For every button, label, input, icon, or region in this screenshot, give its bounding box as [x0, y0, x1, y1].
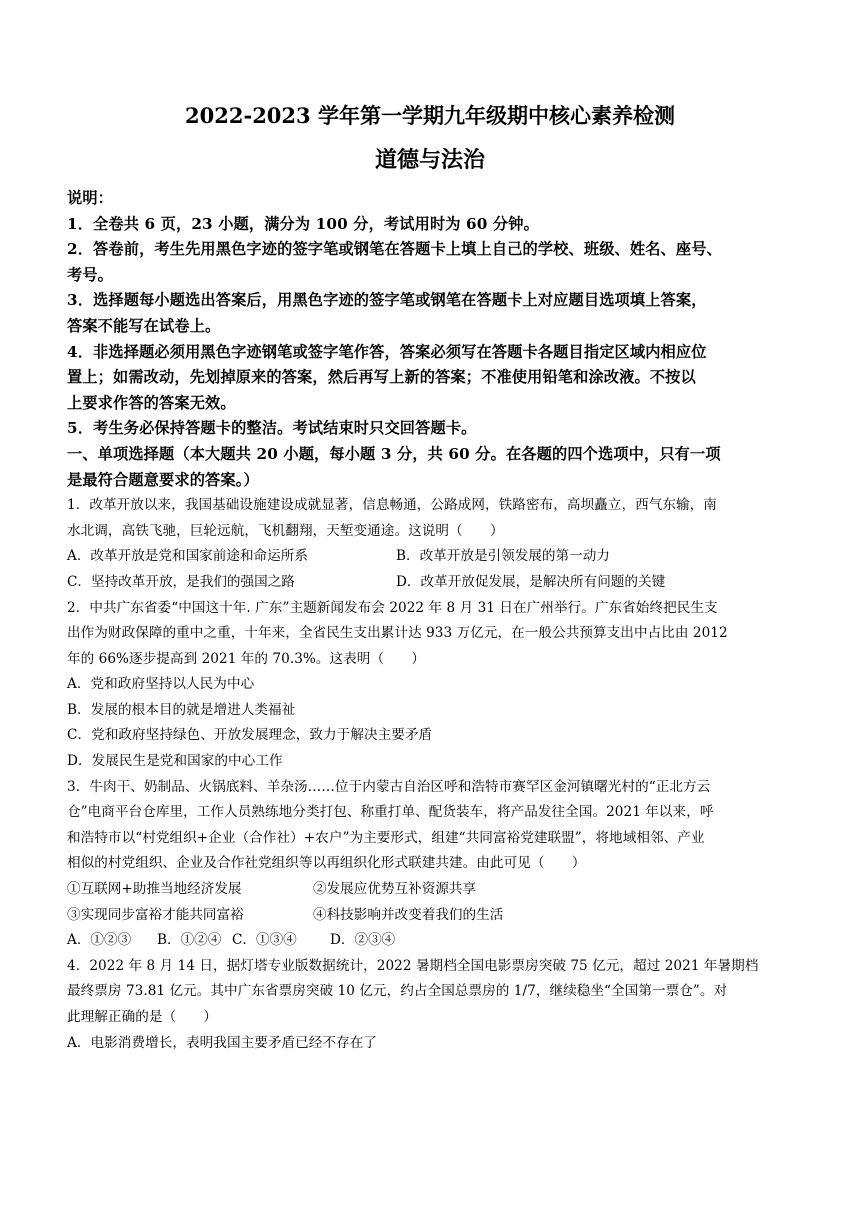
option-b: B．改革开放是引领发展的第一动力 — [396, 548, 610, 565]
exam-title: 2022-2023 学年第一学期九年级期中核心素养检测 — [185, 103, 675, 128]
statement-4: ④科技影响并改变着我们的生活 — [313, 906, 504, 923]
instruction-line: 4．非选择题必须用黑色字迹钢笔或签字笔作答，答案必须写在答题卡各题目指定区域内相应位 — [67, 342, 707, 361]
option-row — [67, 928, 794, 954]
statement-3: ③实现同步富裕才能共同富裕 — [67, 906, 244, 923]
question-stem-line: 水北调，高铁飞驰，巨轮远航，飞机翻翔，天堑变通途。这说明（ ） — [67, 522, 504, 539]
statement-2: ②发展应优势互补资源共享 — [313, 881, 477, 898]
option-d: D．改革开放促发展，是解决所有问题的关键 — [396, 573, 666, 590]
section-heading-line: 是最符合题意要求的答案。） — [67, 470, 259, 489]
instruction-line: 答案不能写在试卷上。 — [67, 316, 221, 335]
instruction-line: 5．考生务必保持答题卡的整洁。考试结束时只交回答题卡。 — [67, 419, 477, 438]
question-4 — [67, 954, 794, 1056]
instructions-label: 说明： — [67, 189, 114, 207]
instruction-line: 考号。 — [67, 265, 114, 284]
question-stem-line: 最终票房 73.81 亿元。其中广东省票房突破 10 亿元，约占全国总票房的 1/7，继续稳坐“全国第一票仓”。对 — [67, 983, 728, 1000]
instruction-line: 3．选择题每小题选出答案后，用黑色字迹的签字笔或钢笔在答题卡上对应题目选项填上答案， — [67, 291, 707, 310]
section-heading-line: 一、单项选择题（本大题共 20 小题，每小题 3 分，共 60 分。在各题的四个选项中，只有一项 — [67, 444, 721, 463]
option-row — [67, 544, 794, 570]
question-stem-line: 仓”电商平台仓库里，工作人员熟练地分类打包、称重打单、配货装车，将产品发往全国。2021 年以来，呼 — [67, 804, 714, 821]
statement-row — [67, 903, 794, 929]
question-2 — [67, 596, 794, 775]
option-c: C．坚持改革开放，是我们的强国之路 — [67, 573, 295, 590]
instruction-line: 上要求作答的答案无效。 — [67, 393, 236, 412]
question-stem-line: 3．牛肉干、奶制品、火锅底料、羊杂汤……位于内蒙古自治区呼和浩特市赛罕区金河镇曙光村的“正北方云 — [67, 778, 711, 795]
instructions-block — [67, 186, 794, 442]
exam-subject: 道德与法治 — [374, 147, 485, 173]
option-c: C．①③④ — [232, 932, 297, 949]
instruction-line: 1．全卷共 6 页，23 小题，满分为 100 分，考试用时为 60 分钟。 — [67, 214, 539, 233]
question-stem-line: 4．2022 年 8 月 14 日，据灯塔专业版数据统计，2022 暑期档全国电影票房突破 75 亿元，超过 2021 年暑期档 — [67, 957, 759, 974]
option-d: D．②③④ — [330, 932, 396, 949]
option-c: C．党和政府坚持绿色、开放发展理念，致力于解决主要矛盾 — [67, 727, 433, 744]
instruction-line: 置上；如需改动，先划掉原来的答案，然后再写上新的答案；不准使用铅笔和涂改液。不按以 — [67, 368, 696, 387]
option-row — [67, 570, 794, 596]
option-d: D．发展民生是党和国家的中心工作 — [67, 753, 283, 770]
question-stem-line: 出作为财政保障的重中之重，十年来，全省民生支出累计达 933 万亿元，在一般公共预算支出中占比由 2012 — [67, 625, 728, 642]
question-stem-line: 此理解正确的是（ ） — [67, 1009, 218, 1025]
question-3 — [67, 775, 794, 954]
statement-row — [67, 877, 794, 903]
question-1 — [67, 493, 794, 595]
option-a: A．①②③ — [67, 932, 132, 949]
question-stem-line: 1．改革开放以来，我国基础设施建设成就显著，信息畅通，公路成网，铁路密布，高坝矗立，西气东输，南 — [67, 497, 717, 514]
exam-content — [67, 186, 794, 1056]
instruction-line: 2．答卷前，考生先用黑色字迹的签字笔或钢笔在答题卡上填上自己的学校、班级、姓名、座号、 — [67, 240, 722, 259]
question-stem-line: 2．中共广东省委“中国这十年. 广东”主题新闻发布会 2022 年 8 月 31 日在广州举行。广东省始终把民生支 — [67, 599, 718, 616]
option-b: B．发展的根本目的就是增进人类福祉 — [67, 701, 296, 718]
option-a: A．电影消费增长，表明我国主要矛盾已经不存在了 — [67, 1034, 378, 1051]
question-stem-line: 相似的村党组织、企业及合作社党组织等以再组织化形式联建共建。由此可见（ ） — [67, 855, 586, 872]
question-stem-line: 和浩特市以“村党组织+企业（合作社）+农户”为主要形式，组建“共同富裕党建联盟”，将地域相邻、产业 — [67, 829, 705, 846]
section-heading — [67, 442, 794, 493]
question-stem-line: 年的 66%逐步提高到 2021 年的 70.3%。这表明（ ） — [67, 650, 426, 667]
option-b: B．①②④ — [157, 932, 222, 949]
statement-1: ①互联网+助推当地经济发展 — [67, 881, 242, 898]
option-a: A．党和政府坚持以人民为中心 — [67, 676, 255, 693]
option-a: A．改革开放是党和国家前途和命运所系 — [67, 548, 308, 565]
